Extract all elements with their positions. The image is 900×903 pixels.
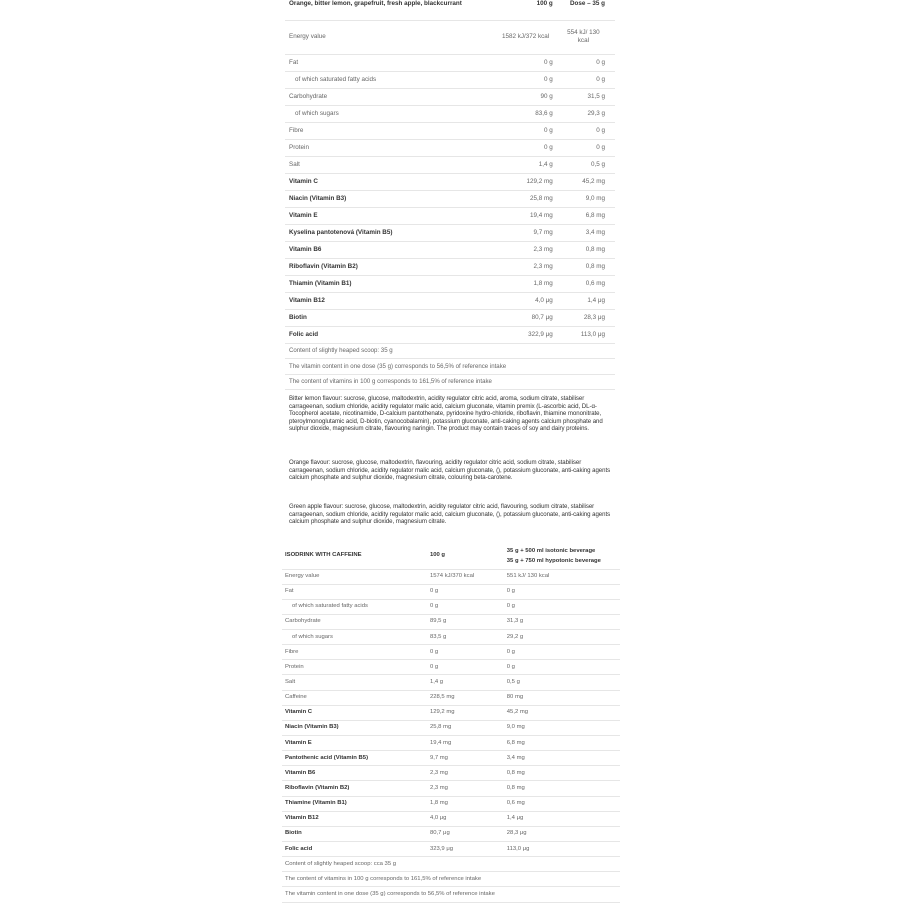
nutrient-name: of which saturated fatty acids [285,71,495,88]
value-100g: 89,5 g [428,614,505,629]
table-row [285,309,615,326]
nutrient-name: Salt [282,675,428,690]
nutrient-name: Protein [285,139,495,156]
table-row [282,630,620,645]
note-row [282,857,620,872]
value-dose: 0,5 g [505,675,620,690]
nutrition-table-caffeine [282,543,620,903]
nutrient-name: Biotin [282,826,428,841]
value-100g: 129,2 mg [495,173,558,190]
value-100g: 323,9 μg [428,842,505,857]
value-dose: 45,2 mg [559,173,615,190]
value-dose: 551 kJ/ 130 kcal [505,569,620,584]
nutrient-name: Thiamine (Vitamin B1) [282,796,428,811]
table-row [282,751,620,766]
value-dose: 0,8 mg [505,781,620,796]
value-dose: 0,5 g [559,156,615,173]
nutrient-name: Vitamin B12 [285,292,495,309]
table-row [282,781,620,796]
ingredients-green-apple: Green apple flavour: sucrose, glucose, maltodextrin, acidity regulator citric acid, flavouring, sodium citrate, stabiliser carrageenan, sodium chloride, acidity regulator malic acid, calcium gluconate, (), potassium gluconate, anti-caking agents calcium phosphate and sulphur dioxide, magnesium citrate. [289,503,611,526]
nutrient-name: Folic acid [285,326,495,343]
value-dose: 31,3 g [505,614,620,629]
table-row [282,796,620,811]
nutrient-name: Fibre [285,122,495,139]
ingredients-bitter-lemon: Bitter lemon flavour: sucrose, glucose, maltodextrin, acidity regulator citric acid, aroma, sodium citrate, stabiliser carrageenan, sodium chloride, acidity regulator malic acid, calcium gluconate, vitamin premix (L-ascorbic acid, DL-α-Tocopherol acetate, nicotinamide, D-calcium pantothenate, pyridoxine hydro-chloride, riboflavin, thiamine mononitrate, pteroylmonoglutamic acid, D-biotin, cyanocobalamin), potassium gluconate, anti-caking agents calcium phosphate and sulphur dioxide, magnesium citrate, flavouring naringin. The product may contain traces of soy and dairy proteins. [289,395,603,433]
column-header-100g: 100 g [428,543,505,569]
value-dose: 0,8 mg [505,766,620,781]
value-100g: 322,9 μg [495,326,558,343]
value-dose: 6,8 mg [559,207,615,224]
table-row [282,826,620,841]
value-dose: 0,6 mg [559,275,615,292]
table-row [282,842,620,857]
nutrient-name: Fibre [282,645,428,660]
value-100g: 4,0 μg [428,811,505,826]
value-100g: 1,8 mg [495,275,558,292]
table-row [285,258,615,275]
value-dose: 9,0 mg [559,190,615,207]
nutrient-name: Folic acid [282,842,428,857]
note-text: The content of vitamins in 100 g corresponds to 161,5% of reference intake [285,374,615,390]
product-name: ISODRINK WITH CAFFEINE [282,543,428,569]
nutrient-name: Niacin (Vitamin B3) [285,190,495,207]
value-dose: 6,8 mg [505,736,620,751]
nutrient-name: Thiamin (Vitamin B1) [285,275,495,292]
value-100g: 0 g [495,139,558,156]
value-dose: 45,2 mg [505,705,620,720]
table-row [285,207,615,224]
table-row [282,599,620,614]
table-row [285,54,615,71]
table-row [282,766,620,781]
nutrient-name: Vitamin E [285,207,495,224]
value-dose: 0 g [505,599,620,614]
table-row [285,326,615,343]
nutrient-name: Carbohydrate [282,614,428,629]
value-dose: 0 g [505,584,620,599]
nutrient-name: Niacin (Vitamin B3) [282,720,428,735]
table-row [285,88,615,105]
table-row [282,614,620,629]
value-100g: 90 g [495,88,558,105]
nutrient-name: Vitamin C [282,705,428,720]
value-100g: 1574 kJ/370 kcal [428,569,505,584]
value-100g: 80,7 μg [495,309,558,326]
value-100g: 4,0 μg [495,292,558,309]
nutrient-name: of which sugars [285,105,495,122]
value-dose: 0,8 mg [559,241,615,258]
table-row [285,173,615,190]
nutrient-name: Carbohydrate [285,88,495,105]
value-dose: 28,3 μg [559,309,615,326]
value-100g: 80,7 μg [428,826,505,841]
value-dose: 113,0 μg [505,842,620,857]
value-dose: 0 g [505,645,620,660]
table-row [282,811,620,826]
nutrient-name: Caffeine [282,690,428,705]
value-100g: 2,3 mg [428,781,505,796]
table-header-row [282,543,620,569]
value-100g: 2,3 mg [495,258,558,275]
product-name: Orange, bitter lemon, grapefruit, fresh apple, blackcurrant [285,0,495,20]
column-header-dose: Dose – 35 g [559,0,615,20]
value-100g: 228,5 mg [428,690,505,705]
value-100g: 0 g [428,645,505,660]
value-100g: 0 g [428,599,505,614]
note-row [285,359,615,375]
value-100g: 0 g [428,660,505,675]
value-100g: 9,7 mg [495,224,558,241]
value-100g: 1582 kJ/372 kcal [495,20,558,54]
table-row [285,122,615,139]
note-row [285,374,615,390]
value-100g: 1,4 g [495,156,558,173]
column-header-dose [505,543,620,569]
value-100g: 0 g [495,71,558,88]
nutrient-name: Energy value [282,569,428,584]
value-100g: 1,8 mg [428,796,505,811]
table-row [282,645,620,660]
nutrient-name: Vitamin B6 [282,766,428,781]
value-dose: 0 g [505,660,620,675]
value-dose: 0 g [559,71,615,88]
dose-hypotonic-label: 35 g + 750 ml hypotonic beverage [506,557,601,564]
table-row [282,569,620,584]
table-row [285,224,615,241]
value-dose: 0 g [559,122,615,139]
nutrient-name: Vitamin B12 [282,811,428,826]
nutrition-table-flavours [285,0,615,390]
note-text: Content of slightly heaped scoop: 35 g [285,343,615,359]
dose-isotonic-label: 35 g + 500 ml isotonic beverage [506,547,596,554]
nutrient-name: Riboflavin (Vitamin B2) [285,258,495,275]
value-dose: 31,5 g [559,88,615,105]
nutrient-name: Vitamin C [285,173,495,190]
value-100g: 19,4 mg [428,736,505,751]
table-row [282,705,620,720]
value-100g: 0 g [495,54,558,71]
value-dose: 0 g [559,139,615,156]
table-row [285,190,615,207]
nutrient-name: Protein [282,660,428,675]
value-dose: 0,6 mg [505,796,620,811]
value-dose: 9,0 mg [505,720,620,735]
note-text: The vitamin content in one dose (35 g) corresponds to 56,5% of reference intake [282,887,620,902]
nutrient-name: Kyselina pantotenová (Vitamin B5) [285,224,495,241]
nutrient-name: Vitamin B6 [285,241,495,258]
note-text: The vitamin content in one dose (35 g) corresponds to 56,5% of reference intake [285,359,615,375]
value-dose: 3,4 mg [505,751,620,766]
nutrient-name: Energy value [285,20,495,54]
table-row [285,71,615,88]
value-100g: 25,8 mg [495,190,558,207]
nutrient-name: Fat [285,54,495,71]
value-dose: 113,0 μg [559,326,615,343]
column-header-100g: 100 g [495,0,558,20]
nutrient-name: Riboflavin (Vitamin B2) [282,781,428,796]
table-row [282,736,620,751]
value-100g: 2,3 mg [428,766,505,781]
value-100g: 25,8 mg [428,720,505,735]
table-row [282,584,620,599]
nutrient-name: Vitamin E [282,736,428,751]
ingredients-orange: Orange flavour: sucrose, glucose, maltodextrin, flavouring, acidity regulator citric acid, sodium citrate, stabiliser carrageenan, sodium chloride, acidity regulator malic acid, calcium gluconate, (), potassium gluconate, anti-caking agents calcium phosphate and sulphur dioxide, magnesium citrate, colouring beta-carotene. [289,459,611,482]
table-row [285,241,615,258]
nutrient-name: Salt [285,156,495,173]
note-text: The content of vitamins in 100 g corresponds to 161,5% of reference intake [282,872,620,887]
table-row [282,690,620,705]
value-100g: 0 g [428,584,505,599]
table-row [282,660,620,675]
table-row [285,275,615,292]
value-dose: 3,4 mg [559,224,615,241]
value-dose: 29,3 g [559,105,615,122]
value-100g: 1,4 g [428,675,505,690]
nutrient-name: Pantothenic acid (Vitamin B5) [282,751,428,766]
value-100g: 19,4 mg [495,207,558,224]
note-row [285,343,615,359]
value-dose: 80 mg [505,690,620,705]
table-row [285,292,615,309]
table-row [285,20,615,54]
value-dose: 1,4 μg [505,811,620,826]
value-100g: 129,2 mg [428,705,505,720]
note-text: Content of slightly heaped scoop: cca 35 g [282,857,620,872]
nutrient-name: of which sugars [282,630,428,645]
value-100g: 0 g [495,122,558,139]
note-row [282,872,620,887]
value-dose: 29,2 g [505,630,620,645]
table-row [285,139,615,156]
nutrient-name: Biotin [285,309,495,326]
value-100g: 83,6 g [495,105,558,122]
table-row [285,156,615,173]
table-row [282,720,620,735]
value-dose: 554 kJ/ 130 kcal [559,20,615,54]
nutrient-name: Fat [282,584,428,599]
table-header-row [285,0,615,20]
value-dose: 1,4 μg [559,292,615,309]
value-100g: 2,3 mg [495,241,558,258]
value-dose: 0 g [559,54,615,71]
table-row [285,105,615,122]
table-row [282,675,620,690]
value-100g: 9,7 mg [428,751,505,766]
value-100g: 83,5 g [428,630,505,645]
nutrient-name: of which saturated fatty acids [282,599,428,614]
value-dose: 0,8 mg [559,258,615,275]
value-dose: 28,3 μg [505,826,620,841]
